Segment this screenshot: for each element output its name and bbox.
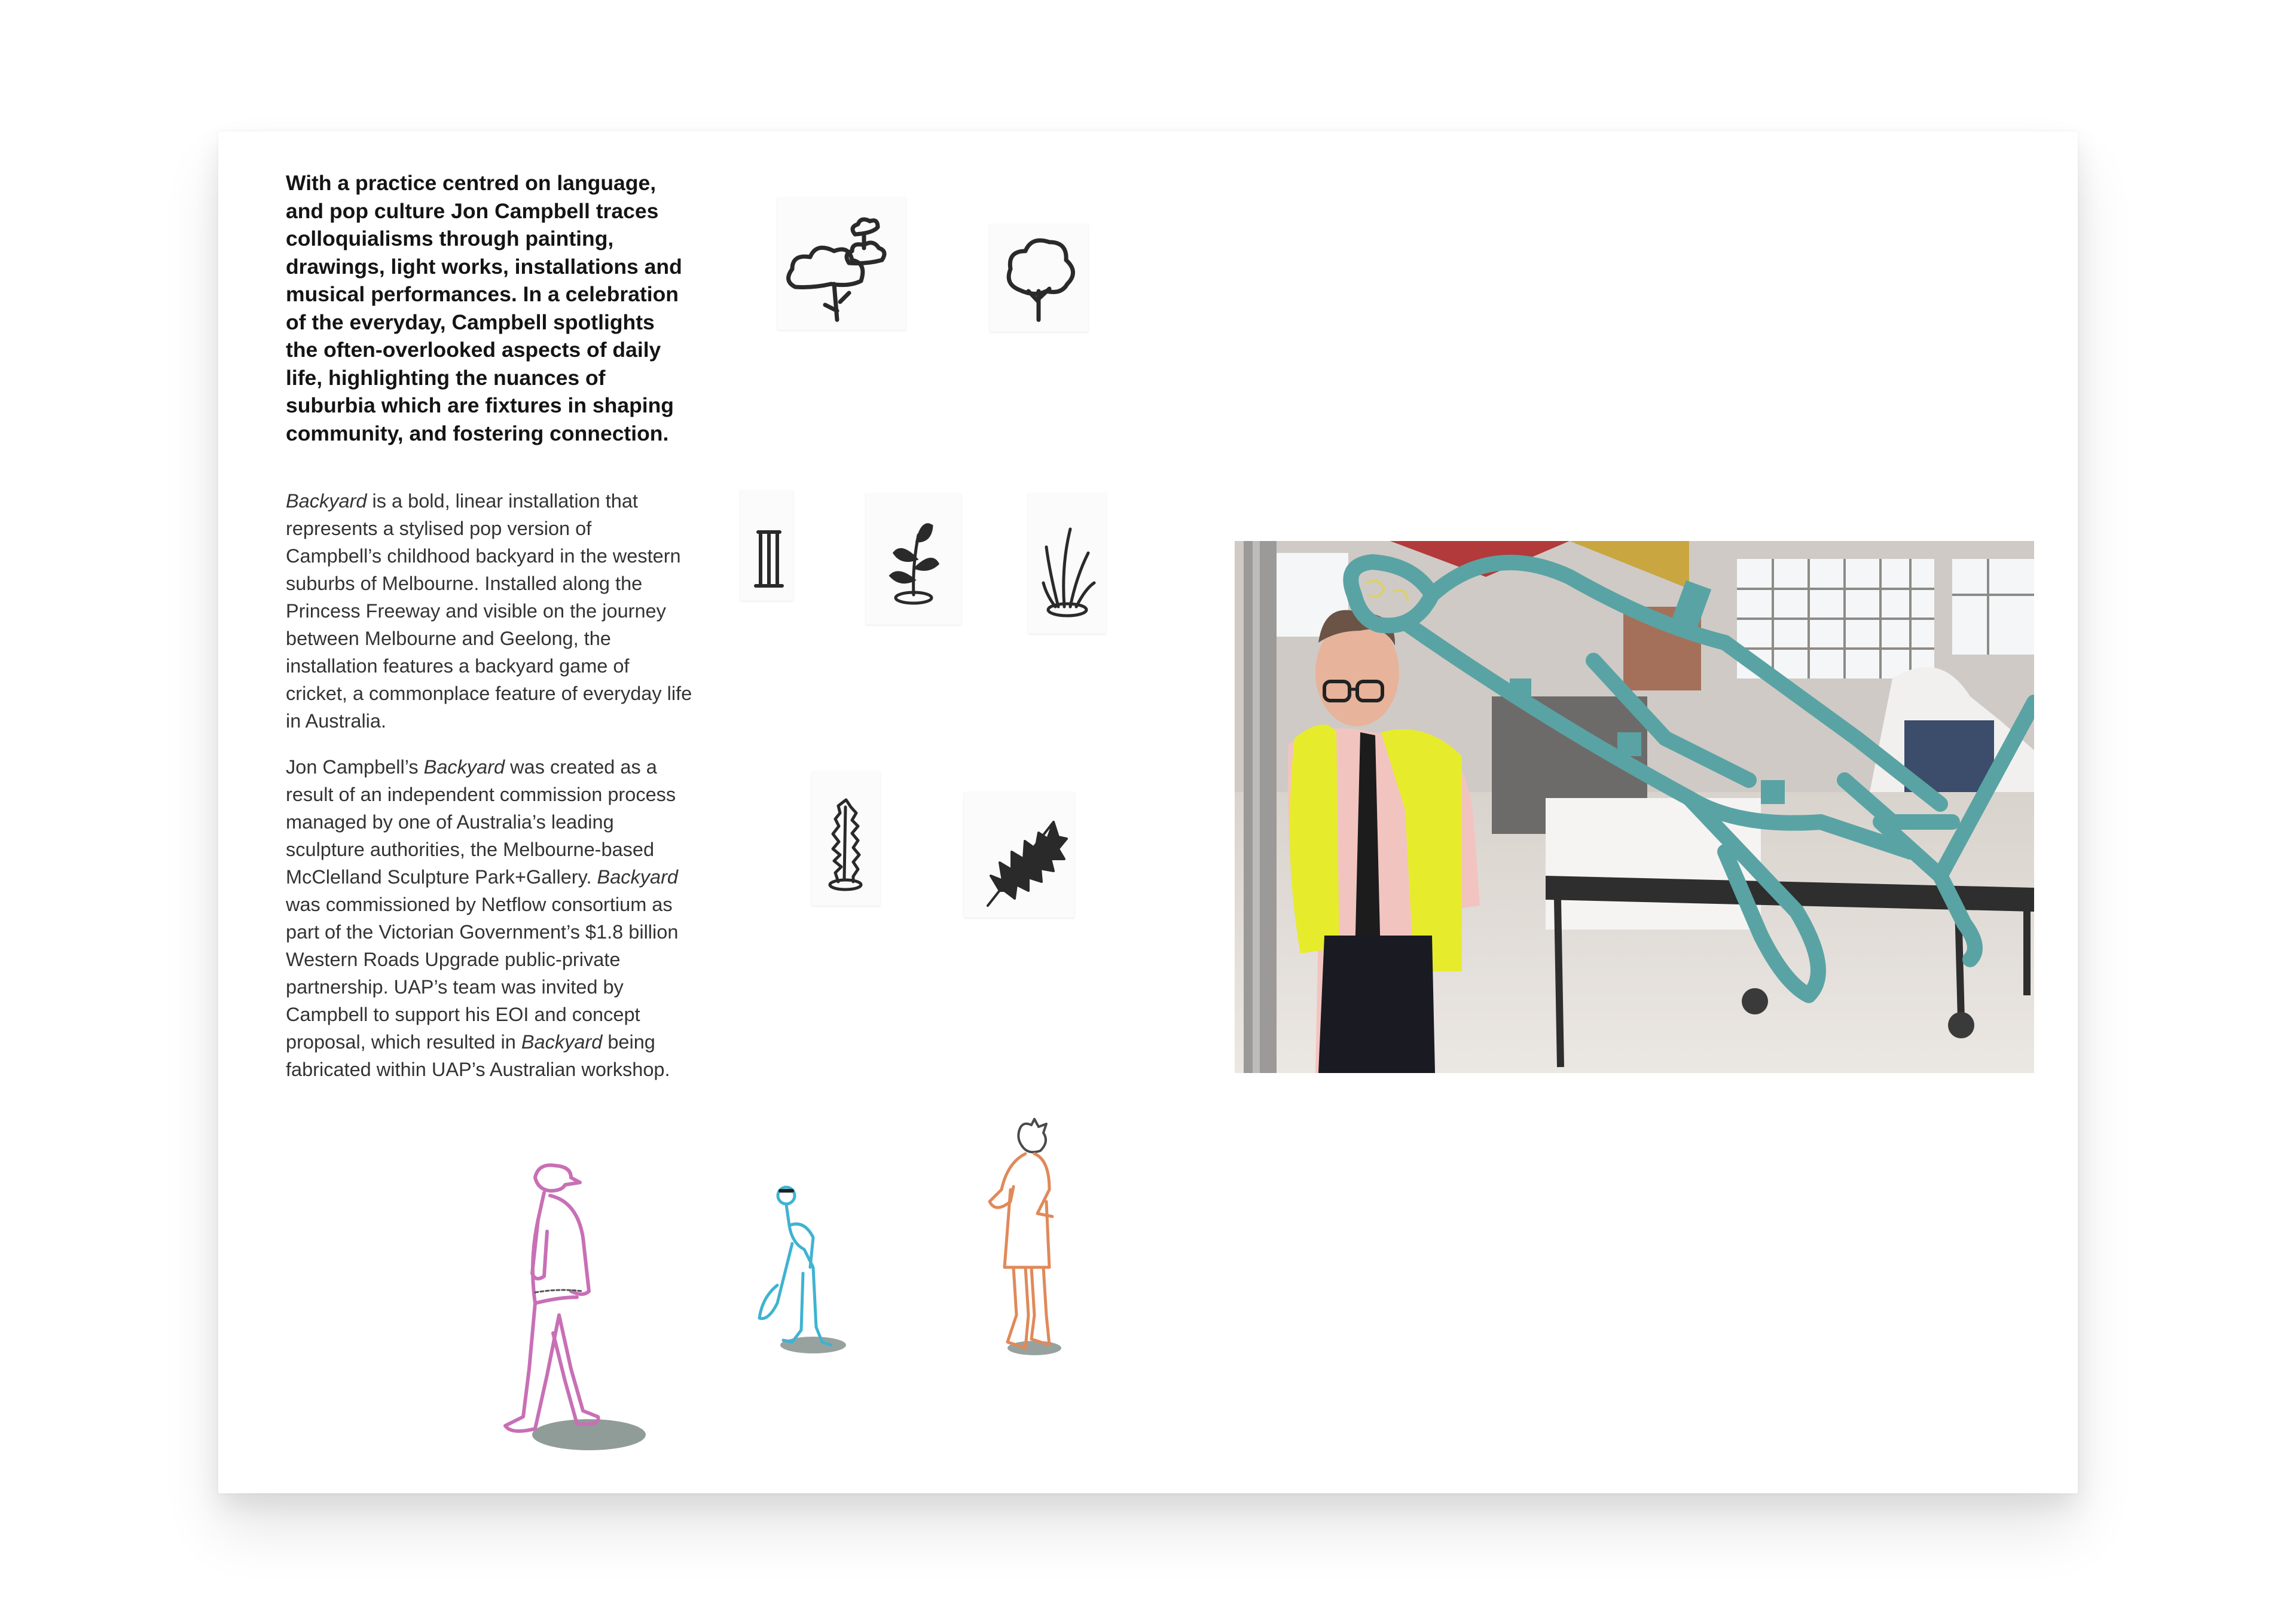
paragraph-text: was commissioned by Netflow consortium as part of the Victorian Government’s $1.8 billion Western Roads Upgrade public-private partnership. UAP’s team was invited by Campbell to support his EOI and concept proposal, which resulted in xyxy=(286,894,679,1053)
leafy-plant-drawing-icon xyxy=(866,493,961,625)
intro-heading: With a practice centred on language, and pop culture Jon Campbell traces colloquialisms through painting, drawings, light works, installations and musical performances. In a celebration of the everyday, Campbell spotlights the often-overlooked aspects of daily life, highlighting the nuances of suburbia which are fixtures in shaping community, and fostering connection. xyxy=(286,171,682,445)
paragraph-text: was created as a result of an independent commission process managed by one of Australia’s leading sculpture authorities, the Melbourne-based McClelland Sculpture Park+Gallery. xyxy=(286,756,676,888)
cactus-drawing-icon xyxy=(811,771,880,906)
body-paragraph-2 xyxy=(286,753,692,1083)
paragraph-text: is a bold, linear installation that represents a stylised pop version of Campbell’s childhood backyard in the western suburbs of Melbourne. Installed along the Princess Freeway and visible on the journey between Melbourne and Geelong, the installation features a backyard game of cricket, a commonplace feature of everyday life in Australia. xyxy=(286,490,692,732)
clouds-tree-drawing-icon xyxy=(777,197,906,330)
artwork-title: Backyard xyxy=(597,866,678,888)
brochure-page xyxy=(218,132,2078,1493)
artwork-title: Backyard xyxy=(423,756,505,778)
fern-leaf-drawing-icon xyxy=(964,792,1074,918)
batsman-figure-drawing-icon xyxy=(756,1178,852,1363)
artwork-title: Backyard xyxy=(521,1031,603,1053)
body-paragraph-1 xyxy=(286,487,692,735)
bowler-figure-drawing-icon xyxy=(493,1154,655,1453)
round-tree-drawing-icon xyxy=(990,224,1088,332)
grass-tuft-drawing-icon xyxy=(1028,493,1106,634)
cricket-stumps-drawing-icon xyxy=(740,490,793,601)
paragraph-text: Jon Campbell’s xyxy=(286,756,424,778)
artwork-title: Backyard xyxy=(286,490,367,512)
fielder-figure-drawing-icon xyxy=(966,1118,1067,1363)
artist-workshop-photo xyxy=(1235,541,2034,1073)
paragraph-text: being fabricated within UAP’s Australian workshop. xyxy=(286,1031,670,1080)
